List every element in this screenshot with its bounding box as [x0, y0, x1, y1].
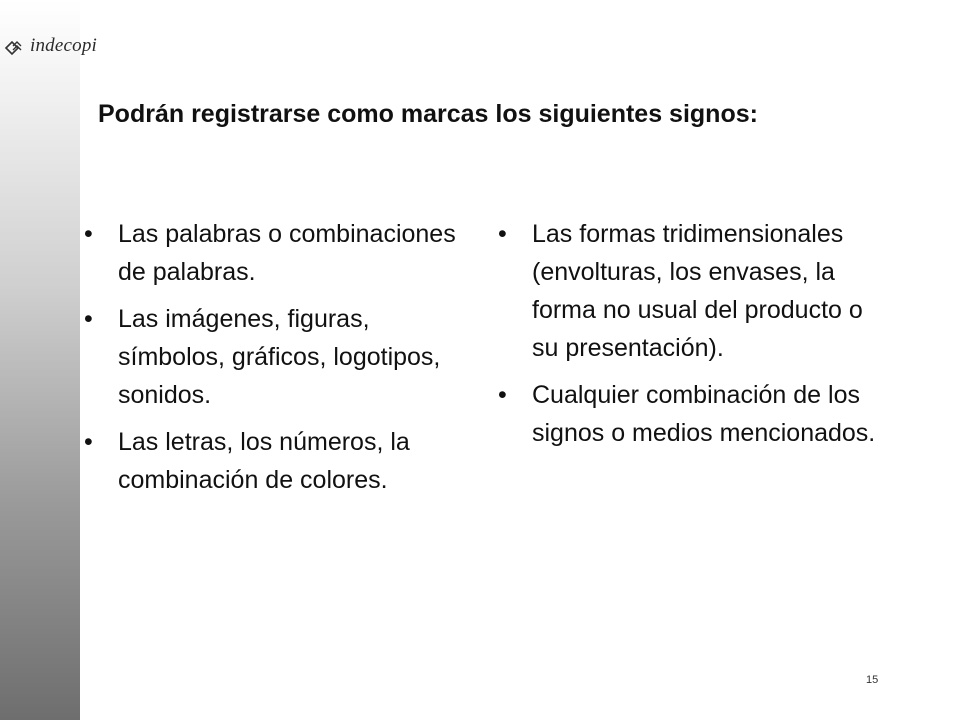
bullet: • — [498, 220, 507, 248]
logo-text: indecopi — [30, 35, 98, 56]
bullet: • — [84, 428, 93, 456]
side-gradient-band — [0, 0, 80, 720]
slide-title: Podrán registrarse como marcas los siguientes signos: — [98, 100, 758, 128]
bullet: • — [84, 220, 93, 248]
list-item — [82, 423, 462, 499]
list-item-text: Cualquier combinación de los signos o medios mencionados. — [532, 381, 876, 447]
left-bullet-list — [82, 215, 462, 508]
list-item — [496, 215, 876, 367]
list-item-text: Las palabras o combinaciones de palabras. — [118, 220, 456, 286]
bullet: • — [498, 381, 507, 409]
list-item — [82, 215, 462, 291]
indecopi-logo-mark-icon — [4, 34, 28, 58]
bullet: • — [84, 305, 93, 333]
list-item-text: Las imágenes, figuras, símbolos, gráficos, logotipos, sonidos. — [118, 305, 441, 409]
page-number: 15 — [866, 674, 879, 686]
list-item-text: Las letras, los números, la combinación de colores. — [118, 428, 410, 494]
indecopi-logo — [4, 32, 97, 60]
list-item — [82, 300, 462, 414]
list-item — [496, 376, 876, 452]
right-bullet-list — [496, 215, 876, 461]
list-item-text: Las formas tridimensionales (envolturas, los envases, la forma no usual del producto o su presentación). — [532, 220, 863, 362]
